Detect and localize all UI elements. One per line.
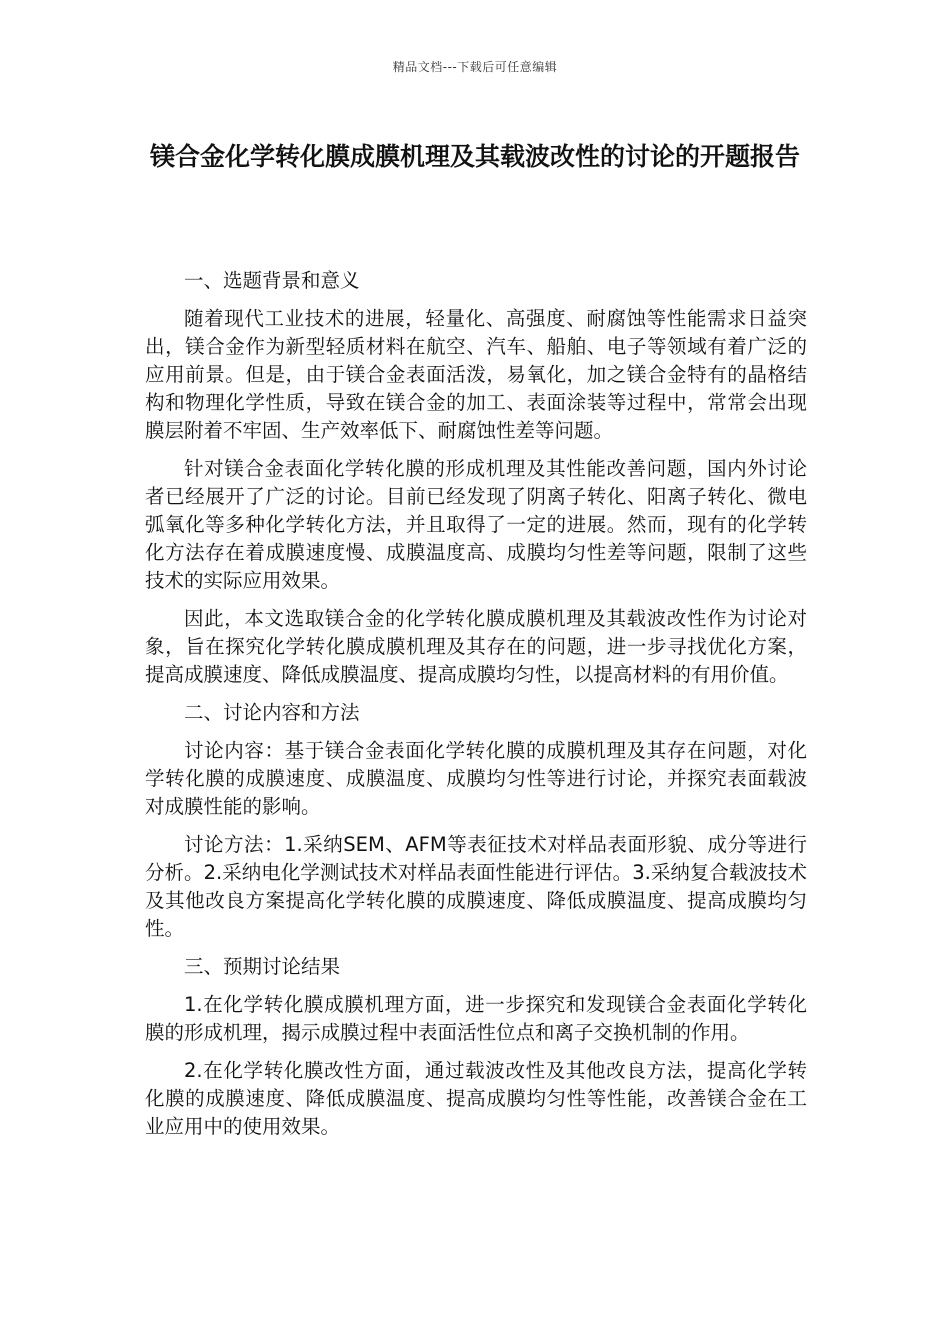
section-heading-background: 一、选题背景和意义 bbox=[184, 269, 360, 292]
paragraph: 讨论方法：1.采纳SEM、AFM等表征技术对样品表面形貌、成分等进行分析。2.采纳电化学测试技术对样品表面性能进行评估。3.采纳复合载波技术及其他改良方案提高化学转化膜的成膜速度、降低成膜温度、提高成膜均匀性。 bbox=[145, 833, 807, 940]
section-heading-content-methods: 二、讨论内容和方法 bbox=[184, 701, 360, 724]
section-heading-expected-results: 三、预期讨论结果 bbox=[184, 955, 341, 978]
document-title: 镁合金化学转化膜成膜机理及其载波改性的讨论的开题报告 bbox=[149, 142, 800, 171]
paragraph: 随着现代工业技术的进展，轻量化、高强度、耐腐蚀等性能需求日益突出，镁合金作为新型轻质材料在航空、汽车、船舶、电子等领域有着广泛的应用前景。但是，由于镁合金表面活泼，易氧化，加之镁合金特有的晶格结构和物理化学性质，导致在镁合金的加工、表面涂装等过程中，常常会出现膜层附着不牢固、生产效率低下、耐腐蚀性差等问题。 bbox=[145, 307, 807, 442]
paragraph: 讨论内容：基于镁合金表面化学转化膜的成膜机理及其存在问题，对化学转化膜的成膜速度、成膜温度、成膜均匀性等进行讨论，并探究表面载波对成膜性能的影响。 bbox=[145, 739, 807, 818]
paragraph: 因此，本文选取镁合金的化学转化膜成膜机理及其载波改性作为讨论对象，旨在探究化学转化膜成膜机理及其存在的问题，进一步寻找优化方案，提高成膜速度、降低成膜温度、提高成膜均匀性，以提高材料的有用价值。 bbox=[145, 607, 807, 686]
paragraph: 针对镁合金表面化学转化膜的形成机理及其性能改善问题，国内外讨论者已经展开了广泛的讨论。目前已经发现了阴离子转化、阳离子转化、微电弧氧化等多种化学转化方法，并且取得了一定的进展。然而，现有的化学转化方法存在着成膜速度慢、成膜温度高、成膜均匀性差等问题，限制了这些技术的实际应用效果。 bbox=[145, 457, 807, 592]
header-note: 精品文档---下载后可任意编辑 bbox=[392, 60, 558, 74]
paragraph: 2.在化学转化膜改性方面，通过载波改性及其他改良方法，提高化学转化膜的成膜速度、降低成膜温度、提高成膜均匀性等性能，改善镁合金在工业应用中的使用效果。 bbox=[145, 1059, 807, 1138]
paragraph: 1.在化学转化膜成膜机理方面，进一步探究和发现镁合金表面化学转化膜的形成机理，揭示成膜过程中表面活性位点和离子交换机制的作用。 bbox=[145, 993, 807, 1044]
document-body bbox=[145, 267, 807, 1151]
